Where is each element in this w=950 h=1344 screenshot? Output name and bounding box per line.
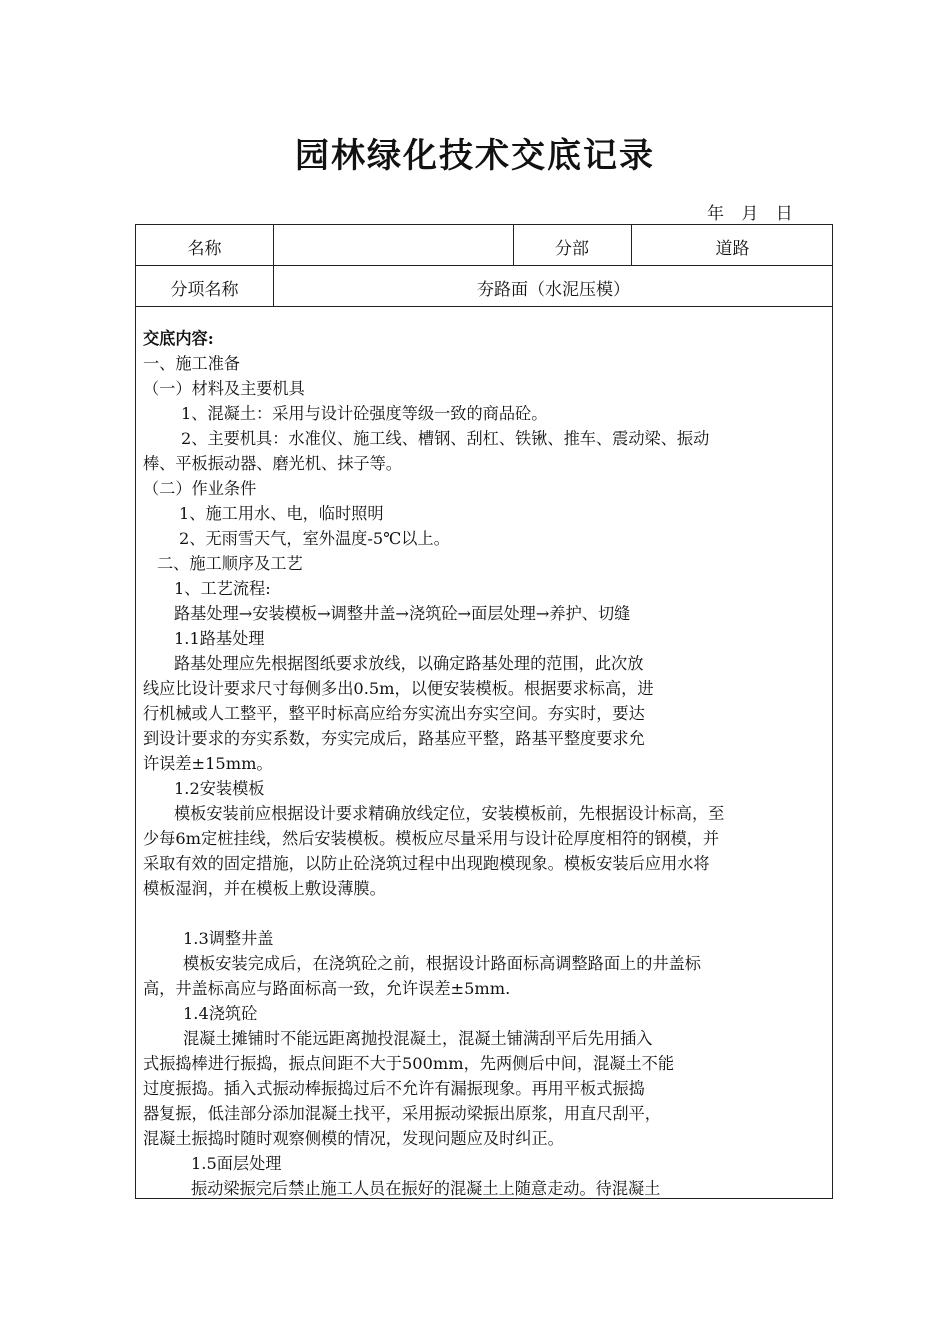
content-line: 1.1路基处理 <box>174 629 265 648</box>
sub-item-label: 分项名称 <box>170 280 239 300</box>
record-table <box>135 224 833 1199</box>
content-line: （二）作业条件 <box>143 479 257 498</box>
content-line: 1.3调整井盖 <box>183 929 274 948</box>
content-line: 2、主要机具：水准仪、施工线、槽钢、刮杠、铁锹、推车、震动梁、振动 <box>181 429 710 448</box>
content-line: 混凝土摊铺时不能远距离抛投混凝土，混凝土铺满刮平后先用插入 <box>183 1029 653 1048</box>
content-line: 过度振捣。插入式振动棒振捣过后不允许有漏振现象。再用平板式振捣 <box>143 1079 645 1098</box>
branch-label: 分部 <box>555 239 589 259</box>
content-line: 到设计要求的夯实系数，夯实完成后，路基应平整，路基平整度要求允 <box>143 729 645 748</box>
row-divider <box>136 306 832 307</box>
content-line: 采取有效的固定措施，以防止砼浇筑过程中出现跑模现象。模板安装后应用水将 <box>143 854 710 873</box>
content-label: 交底内容: <box>143 329 214 348</box>
content-line: 1.5面层处理 <box>191 1154 282 1173</box>
content-line: 高，井盖标高应与路面标高一致，允许误差±5mm. <box>143 979 511 998</box>
content-line: 路基处理→安装模板→调整井盖→浇筑砼→面层处理→养护、切缝 <box>174 604 631 623</box>
content-line: 线应比设计要求尺寸每侧多出0.5m，以便安装模板。根据要求标高，进 <box>143 679 654 698</box>
content-line: 1.4浇筑砼 <box>183 1004 258 1023</box>
content-line: 一、施工准备 <box>143 354 241 373</box>
content-line: 路基处理应先根据图纸要求放线，以确定路基处理的范围，此次放 <box>174 654 644 673</box>
content-line: 1、工艺流程: <box>174 579 271 598</box>
content-line: 模板安装前应根据设计要求精确放线定位，安装模板前，先根据设计标高，至 <box>174 804 725 823</box>
content-line: （一）材料及主要机具 <box>143 379 305 398</box>
content-line: 混凝土振捣时随时观察侧模的情况，发现问题应及时纠正。 <box>143 1129 564 1148</box>
content-line: 式振捣棒进行振捣，振点间距不大于500mm，先两侧后中间，混凝土不能 <box>143 1054 675 1073</box>
content-line: 振动梁振完后禁止施工人员在振好的混凝土上随意走动。待混凝土 <box>191 1179 661 1198</box>
content-line: 1.2安装模板 <box>174 779 265 798</box>
content-line: 少每6m定桩挂线，然后安装模板。模板应尽量采用与设计砼厚度相符的钢模，并 <box>143 829 720 848</box>
content-line: 许误差±15mm。 <box>143 754 273 773</box>
content-line: 模板湿润，并在模板上敷设薄膜。 <box>143 879 386 898</box>
name-label: 名称 <box>187 239 222 259</box>
content-line: 棒、平板振动器、磨光机、抹子等。 <box>143 454 402 473</box>
content-line: 模板安装完成后，在浇筑砼之前，根据设计路面标高调整路面上的井盖标 <box>183 954 701 973</box>
date-field: 年 月 日 <box>707 204 799 224</box>
sub-item-value: 夯路面（水泥压模） <box>477 280 630 300</box>
content-line: 二、施工顺序及工艺 <box>157 554 303 573</box>
content-line: 1、混凝土：采用与设计砼强度等级一致的商品砼。 <box>181 404 548 423</box>
content-line: 器复振，低洼部分添加混凝土找平，采用振动梁振出原浆，用直尺刮平， <box>143 1104 661 1123</box>
content-line: 2、无雨雪天气，室外温度-5℃以上。 <box>179 529 450 548</box>
branch-value: 道路 <box>715 239 750 259</box>
content-line: 1、施工用水、电，临时照明 <box>179 504 384 523</box>
row-divider <box>136 265 832 266</box>
document-title: 园林绿化技术交底记录 <box>295 136 655 176</box>
content-line: 行机械或人工整平，整平时标高应给夯实流出夯实空间。夯实时，要达 <box>143 704 645 723</box>
